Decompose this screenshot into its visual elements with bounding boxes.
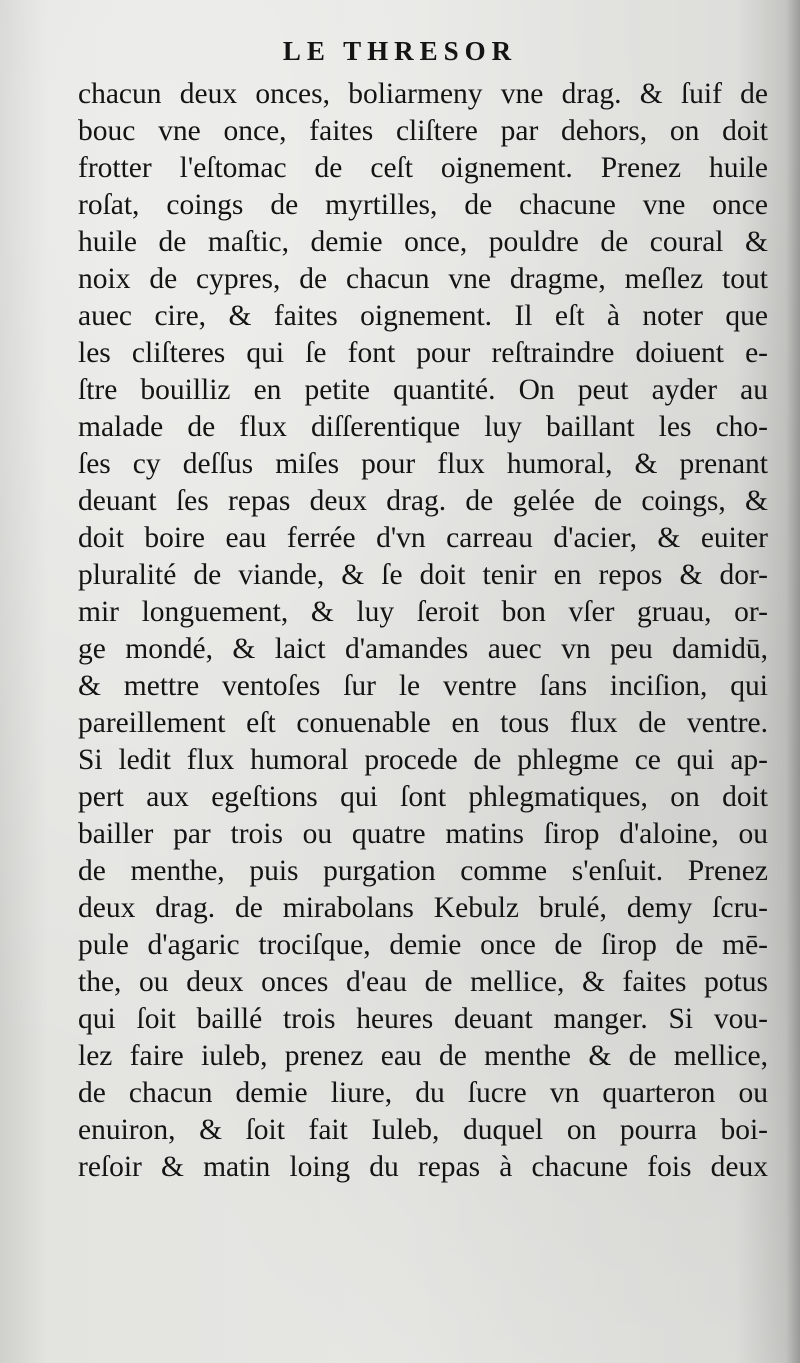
text-line: de chacun demie liure, du ſucre vn quarteron ou [78,1077,768,1109]
body-text [78,76,768,1186]
text-line: frotter l'eſtomac de ceſt oignement. Prenez huile [78,152,768,184]
text-line: enuiron, & ſoit fait Iuleb, duquel on pourra boi- [78,1114,768,1146]
text-line: bailler par trois ou quatre matins ſirop d'aloine, ou [78,818,768,850]
text-line: de menthe, puis purgation comme s'enſuit. Prenez [78,855,768,887]
text-line: pert aux egeſtions qui ſont phlegmatiques, on doit [78,781,768,813]
text-line: noix de cypres, de chacun vne dragme, meſlez tout [78,263,768,295]
text-line: Si ledit flux humoral procede de phlegme ce qui ap- [78,744,768,776]
text-line: qui ſoit baillé trois heures deuant manger. Si vou- [78,1003,768,1035]
text-line: the, ou deux onces d'eau de mellice, & faites potus [78,966,768,998]
text-line: pluralité de viande, & ſe doit tenir en repos & dor- [78,559,768,591]
text-line: ſes cy deſſus miſes pour flux humoral, & prenant [78,448,768,480]
text-line: reſoir & matin loing du repas à chacune fois deux [78,1151,768,1183]
text-line: bouc vne once, faites cliſtere par dehors, on doit [78,115,768,147]
text-line: deuant ſes repas deux drag. de gelée de coings, & [78,485,768,517]
text-line: auec cire, & faites oignement. Il eſt à noter que [78,300,768,332]
text-line: malade de flux diſſerentique luy baillant les cho- [78,411,768,443]
text-line: lez faire iuleb, prenez eau de menthe & de mellice, [78,1040,768,1072]
text-line: huile de maſtic, demie once, pouldre de coural & [78,226,768,258]
text-line: deux drag. de mirabolans Kebulz brulé, demy ſcru- [78,892,768,924]
text-line: les cliſteres qui ſe font pour reſtraindre doiuent e- [78,337,768,369]
page-edge-shadow [786,0,800,1363]
text-line: mir longuement, & luy ſeroit bon vſer gruau, or- [78,596,768,628]
text-line: & mettre ventoſes ſur le ventre ſans inciſion, qui [78,670,768,702]
text-line: roſat, coings de myrtilles, de chacune vne once [78,189,768,221]
text-line: ſtre bouilliz en petite quantité. On peut ayder au [78,374,768,406]
text-line: doit boire eau ferrée d'vn carreau d'acier, & euiter [78,522,768,554]
text-line: pule d'agaric trociſque, demie once de ſirop de mē- [78,929,768,961]
text-line: pareillement eſt conuenable en tous flux de ventre. [78,707,768,739]
running-title: LE THRESOR [282,36,518,66]
text-line: chacun deux onces, boliarmeny vne drag. & ſuif de [78,78,768,110]
text-line: ge mondé, & laict d'amandes auec vn peu damidū, [78,633,768,665]
